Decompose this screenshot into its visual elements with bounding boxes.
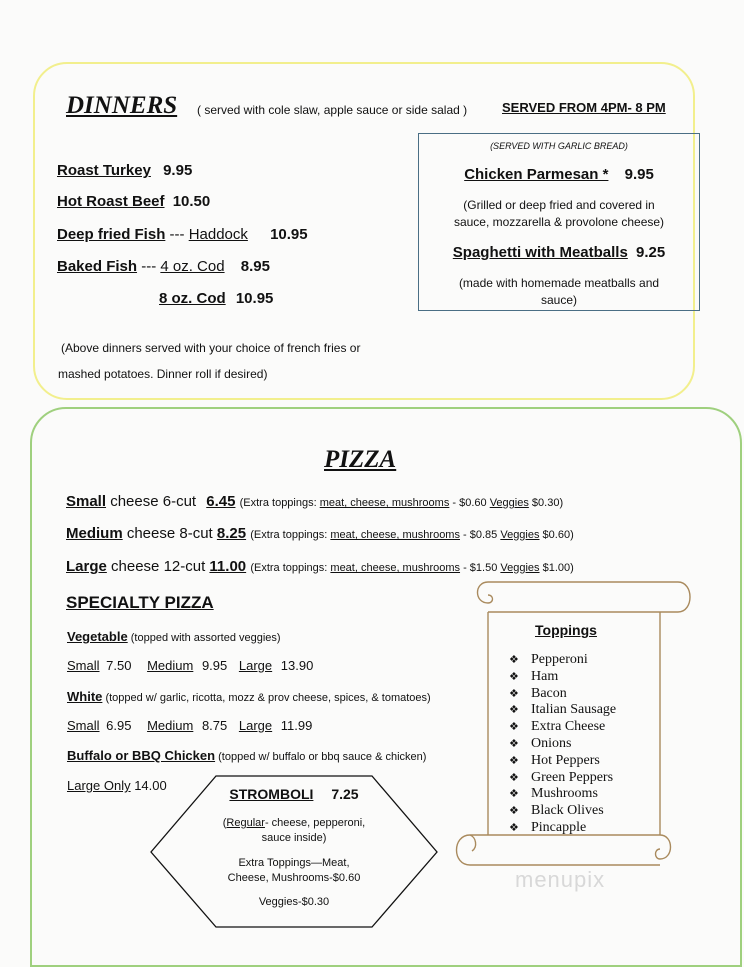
garlic-box-header: (SERVED WITH GARLIC BREAD): [490, 141, 628, 151]
garlic-bread-box: [418, 133, 700, 311]
fish-price: 10.95: [270, 226, 308, 243]
dinner-item: [57, 193, 210, 210]
white-desc: (topped w/ garlic, ricotta, mozz & prov cheese, spices, & tomatoes): [102, 692, 431, 704]
pizza-size-price: 6.45: [206, 493, 236, 510]
chicken-parmesan-name: Chicken Parmesan *: [464, 166, 609, 183]
dinner-item-baked-fish-large: [159, 290, 273, 307]
diamond-bullet-icon: ❖: [509, 670, 519, 683]
dinners-title: DINNERS: [66, 92, 178, 119]
extra-items: meat, cheese, mushrooms: [330, 562, 461, 574]
large-label: Large: [238, 658, 273, 673]
pizza-size-row: [66, 525, 574, 542]
topping-item: [509, 753, 616, 770]
topping-item: [509, 770, 616, 787]
buffalo-desc: (topped w/ buffalo or bbq sauce & chicken): [215, 751, 427, 763]
dinners-note-line2: mashed potatoes. Dinner roll if desired): [58, 367, 268, 381]
chicken-parmesan-desc1: (Grilled or deep fried and covered in: [463, 198, 655, 212]
topping-item: [509, 820, 616, 837]
pizza-size-price: 8.25: [216, 525, 247, 542]
fish-sep: ---: [165, 226, 189, 243]
vegetable-prices: [67, 658, 313, 673]
dinner-item-price: 10.50: [172, 193, 211, 210]
baked-fish-name: Baked Fish: [57, 258, 138, 275]
diamond-bullet-icon: ❖: [509, 771, 519, 784]
stromboli-regular: Regular: [226, 817, 265, 829]
white-pizza: [67, 689, 431, 704]
small-price: 7.50: [106, 658, 132, 673]
large-only-price: 14.00: [130, 778, 167, 793]
chicken-parmesan-desc2: sauce, mozzarella & provolone cheese): [453, 215, 665, 229]
stromboli-title: [148, 786, 440, 802]
stromboli-price: 7.25: [331, 786, 359, 802]
extra-price: - $0.60: [449, 497, 490, 509]
large-price: 13.90: [280, 658, 314, 673]
spaghetti-desc2: sauce): [540, 293, 578, 307]
topping-label: Pepperoni: [531, 652, 588, 667]
diamond-bullet-icon: ❖: [509, 687, 519, 700]
stromboli-desc1: (Regular- cheese, pepperoni,: [222, 817, 366, 829]
pizza-extra-toppings: [250, 562, 573, 574]
diamond-bullet-icon: ❖: [509, 737, 519, 750]
pizza-size-desc: cheese 8-cut: [122, 525, 217, 542]
chicken-parmesan-price: 9.95: [624, 166, 654, 183]
pizza-extra-toppings: [250, 529, 573, 541]
stromboli-extra1: Extra Toppings—Meat,: [238, 857, 350, 869]
diamond-bullet-icon: ❖: [509, 704, 519, 717]
topping-label: Hot Peppers: [531, 752, 600, 768]
toppings-title: Toppings: [535, 622, 597, 638]
extra-items: meat, cheese, mushrooms: [330, 529, 460, 541]
pizza-size-price: 11.00: [209, 558, 247, 575]
large-only-label: Large Only: [67, 778, 131, 793]
baked-fish-price2: 10.95: [235, 290, 274, 307]
dinner-item-fish: [57, 226, 308, 243]
dinner-item: [57, 162, 192, 179]
spaghetti-desc1: (made with homemade meatballs and: [458, 276, 660, 290]
large-label: Large: [238, 718, 273, 733]
topping-label: Italian Sausage: [531, 702, 617, 718]
stromboli-extra2: Cheese, Mushrooms-$0.60: [227, 872, 361, 884]
veggies-label: Veggies: [500, 562, 540, 574]
topping-item: [509, 652, 616, 669]
extra-open: (Extra toppings:: [250, 562, 331, 574]
small-label: Small: [67, 718, 100, 733]
topping-item: [509, 719, 616, 736]
topping-label: Black Olives: [531, 803, 604, 819]
diamond-bullet-icon: ❖: [509, 754, 519, 767]
topping-label: Onions: [531, 735, 572, 751]
extra-open: (Extra toppings:: [250, 529, 331, 541]
baked-fish-size1: 4 oz. Cod: [160, 258, 225, 275]
baked-fish-price1: 8.95: [240, 258, 270, 275]
small-price: 6.95: [106, 718, 132, 733]
stromboli-name: STROMBOLI: [229, 786, 314, 802]
chicken-parmesan-line: [419, 166, 699, 183]
pizza-size-label: Small: [66, 493, 107, 510]
topping-label: Green Peppers: [531, 769, 614, 785]
diamond-bullet-icon: ❖: [509, 821, 519, 834]
pizza-extra-toppings: [240, 497, 563, 509]
baked-fish-size2: 8 oz. Cod: [159, 290, 226, 307]
diamond-bullet-icon: ❖: [509, 788, 519, 801]
extra-open: (Extra toppings:: [239, 497, 320, 509]
veggies-price: $1.00): [539, 562, 574, 574]
topping-item: [509, 803, 616, 820]
diamond-bullet-icon: ❖: [509, 654, 519, 666]
white-prices: [67, 718, 312, 733]
white-name: White: [67, 689, 103, 704]
medium-price: 9.95: [201, 658, 228, 673]
pizza-size-desc: cheese 12-cut: [106, 558, 210, 575]
pizza-size-row: [66, 558, 574, 575]
spaghetti-line: [419, 244, 699, 261]
buffalo-pizza: [67, 748, 426, 763]
medium-label: Medium: [147, 658, 194, 673]
specialty-pizza-title: SPECIALTY PIZZA: [66, 593, 214, 612]
extra-items: meat, cheese, mushrooms: [319, 497, 450, 509]
pizza-size-label: Medium: [66, 525, 123, 542]
diamond-bullet-icon: ❖: [509, 805, 519, 818]
vegetable-name: Vegetable: [67, 629, 128, 644]
dinners-note-line1: (Above dinners served with your choice of french fries or: [61, 341, 361, 355]
stromboli-veggies: Veggies-$0.30: [258, 896, 330, 908]
extra-price: - $0.85: [459, 529, 501, 541]
veggies-label: Veggies: [500, 529, 540, 541]
pizza-title: PIZZA: [324, 446, 397, 473]
dinners-hours: SERVED FROM 4PM- 8 PM: [502, 100, 666, 115]
veggies-price: $0.60): [539, 529, 574, 541]
spaghetti-name: Spaghetti with Meatballs: [452, 244, 628, 261]
dinner-item-name: Roast Turkey: [57, 162, 151, 179]
diamond-bullet-icon: ❖: [509, 721, 519, 734]
topping-label: Extra Cheese: [531, 719, 606, 735]
spaghetti-price: 9.25: [636, 244, 666, 261]
dinners-served-with: ( served with cole slaw, apple sauce or side salad ): [197, 103, 468, 117]
vegetable-desc: (topped with assorted veggies): [127, 632, 281, 644]
toppings-list: [509, 652, 616, 837]
stromboli: [148, 786, 440, 908]
medium-label: Medium: [147, 718, 194, 733]
topping-item: [509, 786, 616, 803]
baked-fish-sep: ---: [137, 258, 161, 275]
medium-price: 8.75: [201, 718, 228, 733]
topping-item: [509, 736, 616, 753]
pizza-size-row: [66, 493, 563, 510]
topping-label: Pincapple: [531, 819, 587, 835]
buffalo-name: Buffalo or BBQ Chicken: [67, 748, 216, 763]
topping-label: Mushrooms: [531, 786, 598, 802]
vegetable-pizza: [67, 629, 281, 644]
veggies-price: $0.30): [528, 497, 564, 509]
pizza-size-desc: cheese 6-cut: [106, 493, 201, 510]
topping-item: [509, 669, 616, 686]
extra-price: - $1.50: [460, 562, 501, 574]
topping-item: [509, 686, 616, 703]
large-price: 11.99: [280, 718, 313, 733]
menupix-watermark: menupix: [515, 867, 606, 892]
dinner-item-price: 9.95: [163, 162, 193, 179]
small-label: Small: [67, 658, 100, 673]
fish-variant: Haddock: [188, 226, 248, 243]
veggies-label: Veggies: [489, 497, 529, 509]
pizza-size-label: Large: [66, 558, 107, 575]
topping-item: [509, 702, 616, 719]
topping-label: Bacon: [531, 685, 567, 701]
topping-label: Ham: [531, 668, 559, 684]
fish-name: Deep fried Fish: [57, 226, 166, 243]
stromboli-desc-rest: - cheese, pepperoni,: [264, 817, 366, 829]
dinner-item-baked-fish: [57, 258, 270, 275]
stromboli-desc2: sauce inside): [261, 832, 327, 844]
dinner-item-name: Hot Roast Beef: [57, 193, 165, 210]
